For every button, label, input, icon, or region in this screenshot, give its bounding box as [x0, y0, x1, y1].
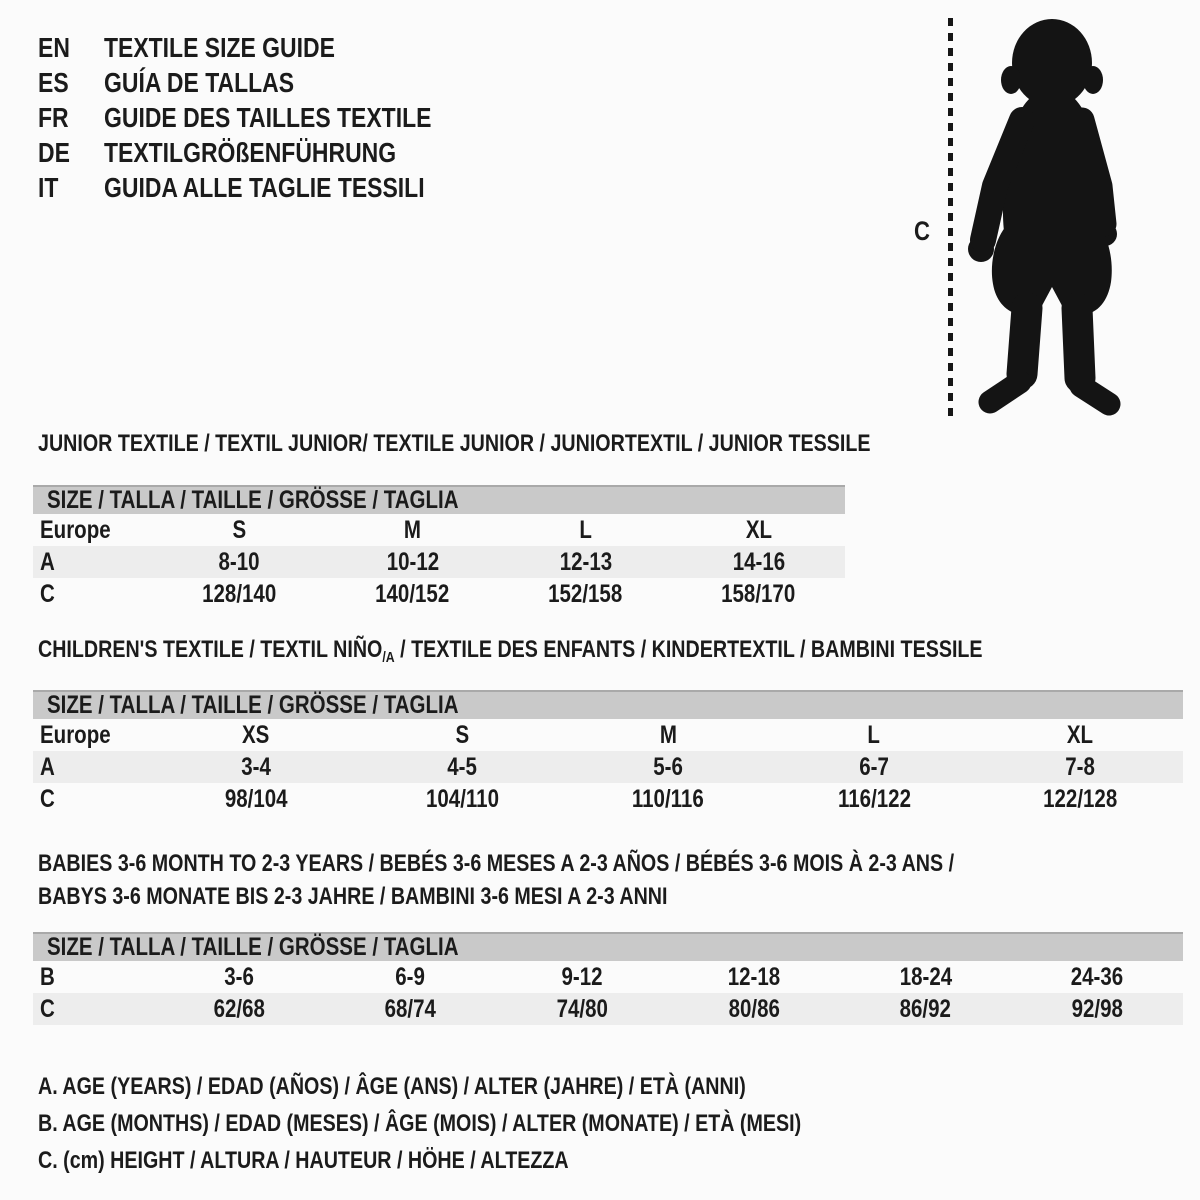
table-row-age-years	[33, 546, 845, 578]
cell-value: S	[455, 720, 469, 749]
cell-value: 158/170	[721, 579, 796, 608]
cell-value: S	[232, 515, 247, 544]
cell-value: 8-10	[218, 547, 261, 576]
babies-size-table	[33, 932, 1183, 1025]
cell-value: XS	[242, 720, 270, 749]
cell-value: 14-16	[732, 547, 785, 576]
guide-title: GUIDE DES TAILLES TEXTILE	[104, 101, 432, 133]
babies-section-title: BABIES 3-6 MONTH TO 2-3 YEARS / BEBÉS 3-6 MESES A 2-3 AÑOS / BÉBÉS 3-6 MOIS À 2-3 ANS / BABYS 3-6 MONATE BIS 2-3 JAHRE / BAMBINI 3-6 MESI A 2-3 ANNI	[38, 850, 955, 910]
cell-value: 6-7	[859, 752, 889, 781]
cell-value: L	[579, 515, 592, 544]
guide-title: TEXTILE SIZE GUIDE	[104, 31, 335, 63]
measurement-legend	[38, 1068, 969, 1179]
cell-value: 9-12	[561, 962, 603, 991]
cell-value: XL	[745, 515, 772, 544]
cell-value: 6-9	[395, 962, 426, 991]
cell-value: 10-12	[386, 547, 439, 576]
lang-code: EN	[38, 31, 70, 63]
height-dashed-line	[948, 18, 953, 416]
cell-value: 80/86	[728, 994, 780, 1023]
cell-value: 68/74	[384, 994, 437, 1023]
cell-value: 110/116	[632, 784, 704, 813]
lang-row-de	[38, 135, 503, 170]
junior-section-title: JUNIOR TEXTILE / TEXTIL JUNIOR/ TEXTILE JUNIOR / JUNIORTEXTIL / JUNIOR TESSILE	[38, 430, 871, 457]
cell-value: 152/158	[548, 579, 623, 608]
row-label: A	[40, 547, 55, 576]
row-label: C	[40, 784, 55, 813]
size-header-text: SIZE / TALLA / TAILLE / GRÖSSE / TAGLIA	[47, 933, 459, 961]
guide-title: TEXTILGRÖßENFÜHRUNG	[104, 136, 397, 168]
size-header-bar	[33, 932, 1183, 961]
legend-line-b: B. AGE (MONTHS) / EDAD (MESES) / ÂGE (MOIS) / ALTER (MONATE) / ETÀ (MESI)	[38, 1109, 802, 1137]
lang-code: IT	[38, 171, 59, 203]
cell-value: 5-6	[653, 752, 683, 781]
lang-row-it	[38, 170, 503, 205]
size-header-bar	[33, 690, 1183, 719]
cell-value: 98/104	[224, 784, 288, 813]
row-label: Europe	[40, 720, 111, 749]
table-row-height	[33, 783, 1183, 815]
table-row-europe	[33, 719, 1183, 751]
children-size-table	[33, 690, 1183, 815]
cell-value: L	[867, 720, 881, 749]
cell-value: M	[403, 515, 422, 544]
cell-value: M	[659, 720, 677, 749]
lang-code: ES	[38, 66, 69, 98]
size-header-text: SIZE / TALLA / TAILLE / GRÖSSE / TAGLIA	[47, 691, 459, 719]
cell-value: 3-4	[241, 752, 271, 781]
cell-value: 62/68	[213, 994, 265, 1023]
cell-value: 3-6	[224, 962, 254, 991]
baby-silhouette-image	[966, 16, 1136, 416]
legend-line-a: A. AGE (YEARS) / EDAD (AÑOS) / ÂGE (ANS) / ALTER (JAHRE) / ETÀ (ANNI)	[38, 1072, 746, 1100]
cell-value: 86/92	[899, 994, 952, 1023]
cell-value: 104/110	[425, 784, 499, 813]
cell-value: 74/80	[556, 994, 608, 1023]
table-row-height	[33, 578, 845, 610]
cell-value: 12-18	[727, 962, 781, 991]
cell-value: 12-13	[559, 547, 612, 576]
children-section-title: CHILDREN'S TEXTILE / TEXTIL $NIÑO_{/A}$ / TEXTILE DES ENFANTS / KINDERTEXTIL / BAMBINI TESSILE	[38, 636, 983, 666]
cell-value: 7-8	[1065, 752, 1095, 781]
row-label: Europe	[40, 515, 111, 544]
language-title-list	[38, 30, 503, 205]
guide-title: GUÍA DE TALLAS	[104, 66, 295, 98]
lang-row-fr	[38, 100, 503, 135]
lang-row-en	[38, 30, 503, 65]
row-label: C	[40, 579, 55, 608]
junior-size-table	[33, 485, 845, 610]
cell-value: 18-24	[899, 962, 952, 991]
row-label: B	[40, 962, 55, 991]
row-label: A	[40, 752, 55, 781]
cell-value: 140/152	[375, 579, 450, 608]
row-label: C	[40, 994, 55, 1023]
table-row-age-years	[33, 751, 1183, 783]
nino-a-subscript: /A	[382, 649, 395, 666]
lang-code: FR	[38, 101, 69, 133]
size-header-bar	[33, 485, 845, 514]
cell-value: 92/98	[1071, 994, 1123, 1023]
cell-value: 128/140	[202, 579, 277, 608]
table-row-age-months	[33, 961, 1183, 993]
cell-value: 24-36	[1070, 962, 1124, 991]
guide-title: GUIDA ALLE TAGLIE TESSILI	[104, 171, 425, 203]
table-row-height	[33, 993, 1183, 1025]
cell-value: 4-5	[447, 752, 477, 781]
size-header-text: SIZE / TALLA / TAILLE / GRÖSSE / TAGLIA	[47, 486, 459, 514]
table-row-europe	[33, 514, 845, 546]
lang-code: DE	[38, 136, 70, 168]
lang-row-es	[38, 65, 503, 100]
height-measure-label: C	[914, 216, 930, 246]
cell-value: 122/128	[1042, 784, 1118, 813]
cell-value: XL	[1066, 720, 1094, 749]
legend-line-c: C. (cm) HEIGHT / ALTURA / HAUTEUR / HÖHE / ALTEZZA	[38, 1146, 569, 1174]
cell-value: 116/122	[837, 784, 911, 813]
